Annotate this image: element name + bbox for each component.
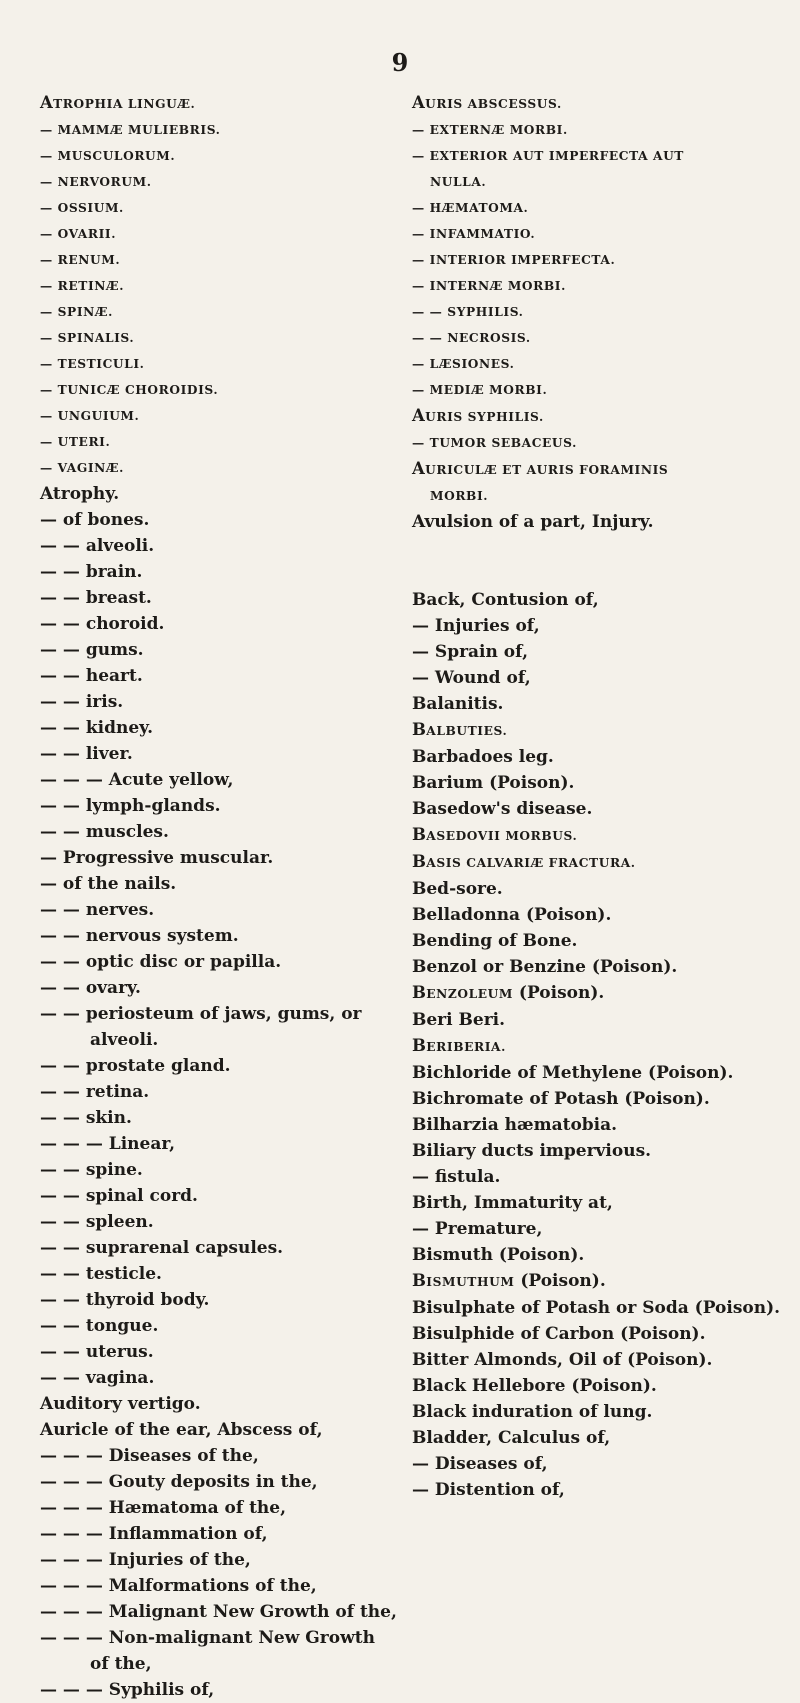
index-entry: — VAGINÆ. — [40, 461, 124, 475]
index-entry: — Diseases of, — [412, 1454, 548, 1474]
index-entry: — UTERI. — [40, 435, 111, 449]
index-entry: Auricle of the ear, Abscess of, — [40, 1420, 323, 1440]
index-entry: — — prostate gland. — [40, 1056, 231, 1076]
index-entry: — OSSIUM. — [40, 201, 124, 215]
index-entry: — — gums. — [40, 640, 144, 660]
index-entry: — — — Syphilis of, — [40, 1680, 215, 1700]
index-entry: — TUNICÆ CHOROIDIS. — [40, 383, 219, 397]
index-entry: — — muscles. — [40, 822, 169, 842]
index-entry: — — — Linear, — [40, 1134, 175, 1154]
right-column — [412, 90, 781, 1503]
index-entry: — SPINALIS. — [40, 331, 135, 345]
index-entry: — EXTERNÆ MORBI. — [412, 123, 568, 137]
page-number: 9 — [391, 48, 409, 77]
index-entry: — SPINÆ. — [40, 305, 113, 319]
index-entry: — of the nails. — [40, 874, 177, 894]
index-entry: — — — Inflammation of, — [40, 1524, 268, 1544]
index-entry: BASEDOVII MORBUS. — [412, 825, 578, 844]
index-entry: — UNGUIUM. — [40, 409, 140, 423]
index-entry: MORBI. — [430, 489, 489, 503]
index-entry: — — — Hæmatoma of the, — [40, 1498, 287, 1518]
index-entry: — INTERIOR IMPERFECTA. — [412, 253, 616, 267]
index-entry: Bichromate of Potash (Poison). — [412, 1089, 710, 1109]
index-entry: — — nervous system. — [40, 926, 239, 946]
index-entry: — OVARII. — [40, 227, 117, 241]
index-entry: — Wound of, — [412, 668, 531, 688]
index-entry: — — alveoli. — [40, 536, 155, 556]
index-entry: Biliary ducts impervious. — [412, 1141, 652, 1161]
index-entry: — — thyroid body. — [40, 1290, 210, 1310]
index-entry: — — nerves. — [40, 900, 155, 920]
index-entry: — MUSCULORUM. — [40, 149, 176, 163]
index-entry: Back, Contusion of, — [412, 590, 599, 610]
index-entry: Bichloride of Methylene (Poison). — [412, 1063, 734, 1083]
index-entry: — NERVORUM. — [40, 175, 152, 189]
index-entry: — — lymph-glands. — [40, 796, 221, 816]
index-entry: Bisulphide of Carbon (Poison). — [412, 1324, 706, 1344]
index-entry: — TUMOR SEBACEUS. — [412, 436, 577, 450]
index-entry: — RENUM. — [40, 253, 121, 267]
index-entry: Auditory vertigo. — [40, 1394, 201, 1414]
index-entry: — — — Malformations of the, — [40, 1576, 317, 1596]
index-entry: Benzol or Benzine (Poison). — [412, 957, 678, 977]
index-entry: — — brain. — [40, 562, 143, 582]
index-entry: Belladonna (Poison). — [412, 905, 612, 925]
index-entry: Birth, Immaturity at, — [412, 1193, 613, 1213]
index-entry: — LÆSIONES. — [412, 357, 515, 371]
index-entry: BENZOLEUM (Poison). — [412, 983, 605, 1003]
index-entry: Barium (Poison). — [412, 773, 575, 793]
index-entry: AURIS SYPHILIS. — [412, 406, 544, 425]
index-entry: Bladder, Calculus of, — [412, 1428, 611, 1448]
index-entry: — — — Gouty deposits in the, — [40, 1472, 318, 1492]
index-entry: — — — Malignant New Growth of the, — [40, 1602, 397, 1622]
index-entry: — — choroid. — [40, 614, 165, 634]
index-entry: — of bones. — [40, 510, 150, 530]
index-entry: — MAMMÆ MULIEBRIS. — [40, 123, 221, 137]
index-entry: — TESTICULI. — [40, 357, 145, 371]
index-entry: Balanitis. — [412, 694, 504, 714]
index-entry: — — liver. — [40, 744, 133, 764]
index-entry: — — SYPHILIS. — [412, 305, 524, 319]
index-entry: — INFAMMATIO. — [412, 227, 536, 241]
index-entry: — — suprarenal capsules. — [40, 1238, 284, 1258]
index-entry: — — spinal cord. — [40, 1186, 198, 1206]
index-entry: BISMUTHUM (Poison). — [412, 1271, 606, 1291]
index-entry: Bending of Bone. — [412, 931, 578, 951]
index-entry: — MEDIÆ MORBI. — [412, 383, 548, 397]
index-entry: Bilharzia hæmatobia. — [412, 1115, 618, 1135]
index-entry: NULLA. — [430, 175, 487, 189]
index-entry: BASIS CALVARIÆ FRACTURA. — [412, 852, 636, 871]
left-column — [40, 90, 397, 1703]
section-gap — [412, 535, 774, 587]
index-entry: — — — Non-malignant New Growth — [40, 1628, 375, 1648]
index-entry: — EXTERIOR AUT IMPERFECTA AUT — [412, 149, 684, 163]
index-entry: — RETINÆ. — [40, 279, 125, 293]
index-entry: Barbadoes leg. — [412, 747, 554, 767]
index-entry: — — uterus. — [40, 1342, 154, 1362]
index-entry: — Sprain of, — [412, 642, 528, 662]
index-entry: — — periosteum of jaws, gums, or — [40, 1004, 362, 1024]
index-entry: Bitter Almonds, Oil of (Poison). — [412, 1350, 713, 1370]
index-entry: — — — Acute yellow, — [40, 770, 234, 790]
index-entry: — — optic disc or papilla. — [40, 952, 282, 972]
index-entry: — — breast. — [40, 588, 152, 608]
index-entry: — — spine. — [40, 1160, 143, 1180]
index-entry: Bismuth (Poison). — [412, 1245, 585, 1265]
index-entry: — — — Diseases of the, — [40, 1446, 259, 1466]
index-entry: — — iris. — [40, 692, 124, 712]
index-entry: — Injuries of, — [412, 616, 540, 636]
index-entry: — fistula. — [412, 1167, 501, 1187]
index-entry: AURIS ABSCESSUS. — [412, 93, 562, 112]
index-entry: of the, — [90, 1654, 152, 1674]
index-entry: — Distention of, — [412, 1480, 565, 1500]
index-entry: Beri Beri. — [412, 1010, 506, 1030]
index-entry: — — retina. — [40, 1082, 150, 1102]
index-entry: Black Hellebore (Poison). — [412, 1376, 657, 1396]
index-entry: — Premature, — [412, 1219, 543, 1239]
index-entry: Basedow's disease. — [412, 799, 593, 819]
index-entry: — — kidney. — [40, 718, 153, 738]
index-entry: AURICULÆ ET AURIS FORAMINIS — [412, 459, 669, 478]
index-entry: BERIBERIA. — [412, 1036, 506, 1055]
index-entry: Avulsion of a part, Injury. — [412, 512, 654, 532]
index-entry: Black induration of lung. — [412, 1402, 653, 1422]
index-entry: Bisulphate of Potash or Soda (Poison). — [412, 1298, 781, 1318]
index-entry: — Progressive muscular. — [40, 848, 274, 868]
index-entry: — — tongue. — [40, 1316, 159, 1336]
index-entry: ATROPHIA LINGUÆ. — [40, 93, 196, 112]
index-entry: — — — Injuries of the, — [40, 1550, 251, 1570]
index-entry: — — skin. — [40, 1108, 132, 1128]
index-entry: alveoli. — [90, 1030, 159, 1050]
index-entry: — HÆMATOMA. — [412, 201, 529, 215]
index-entry: — — spleen. — [40, 1212, 154, 1232]
index-entry: — INTERNÆ MORBI. — [412, 279, 566, 293]
index-entry: BALBUTIES. — [412, 720, 508, 739]
index-entry: — — ovary. — [40, 978, 141, 998]
index-entry: Bed-sore. — [412, 879, 503, 899]
index-entry: — — vagina. — [40, 1368, 155, 1388]
index-entry: — — testicle. — [40, 1264, 162, 1284]
index-entry: Atrophy. — [40, 484, 120, 504]
index-entry: — — heart. — [40, 666, 143, 686]
index-entry: — — NECROSIS. — [412, 331, 531, 345]
